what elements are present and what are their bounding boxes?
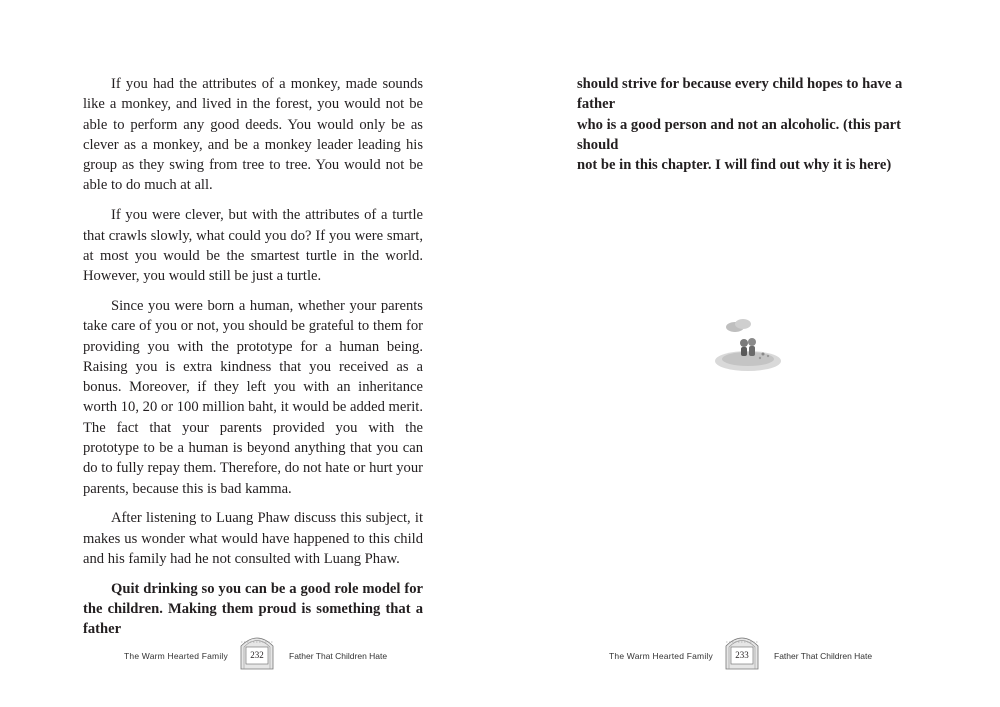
footer-book-title: The Warm Hearted Family xyxy=(124,651,228,661)
page-number: 232 xyxy=(250,650,264,660)
footer-chapter-title: Father That Children Hate xyxy=(774,651,873,661)
page-number: 233 xyxy=(735,650,749,660)
paragraph-monkey: If you had the attributes of a monkey, made sounds like a monkey, and lived in the forest, you would not be able to perform any good deeds. You would only be as clever as a monkey, and be a monkey leader leading his group as they swing from tree to tree. You would not be able to do much at all. xyxy=(83,76,423,194)
right-page xyxy=(500,0,1000,707)
left-footer xyxy=(0,632,500,672)
footer-chapter-title: Father That Children Hate xyxy=(289,651,388,661)
paragraph-quit-drinking: Quit drinking so you can be a good role model for the children. Making them proud is something that a father xyxy=(83,580,423,638)
left-page-body xyxy=(83,74,423,649)
footer-book-title: The Warm Hearted Family xyxy=(609,651,713,661)
children-on-hill-illustration xyxy=(713,315,783,373)
right-line: should strive for because every child hopes to have a father xyxy=(577,76,903,113)
paragraph-turtle: If you were clever, but with the attributes of a turtle that crawls slowly, what could you do? If you were smart, at most you would be the smartest turtle in the world. However, you would still be just a turtle. xyxy=(83,207,423,285)
paragraph-human: Since you were born a human, whether your parents take care of you or not, you should be grateful to them for providing you with the prototype for a human being. Raising you is extra kindness that you received as a bonus. Moreover, if they left you with an inheritance worth 10, 20 or 100 million baht, it would be added merit. The fact that your parents provided you with the prototype to be a human is beyond anything that you can do to fully repay them. Therefore, do not hate or hurt your parents, because this is bad kamma. xyxy=(83,297,423,497)
right-page-body xyxy=(577,74,922,175)
right-line: who is a good person and not an alcoholic. (this part should xyxy=(577,116,901,153)
arch-emblem-icon xyxy=(238,632,276,670)
arch-emblem-icon xyxy=(723,632,761,670)
paragraph-luang-phaw: After listening to Luang Phaw discuss this subject, it makes us wonder what would have happened to this child and his family had he not consulted with Luang Phaw. xyxy=(83,510,423,568)
right-footer xyxy=(500,632,1000,672)
right-line: not be in this chapter. I will find out why it is here) xyxy=(577,157,892,174)
